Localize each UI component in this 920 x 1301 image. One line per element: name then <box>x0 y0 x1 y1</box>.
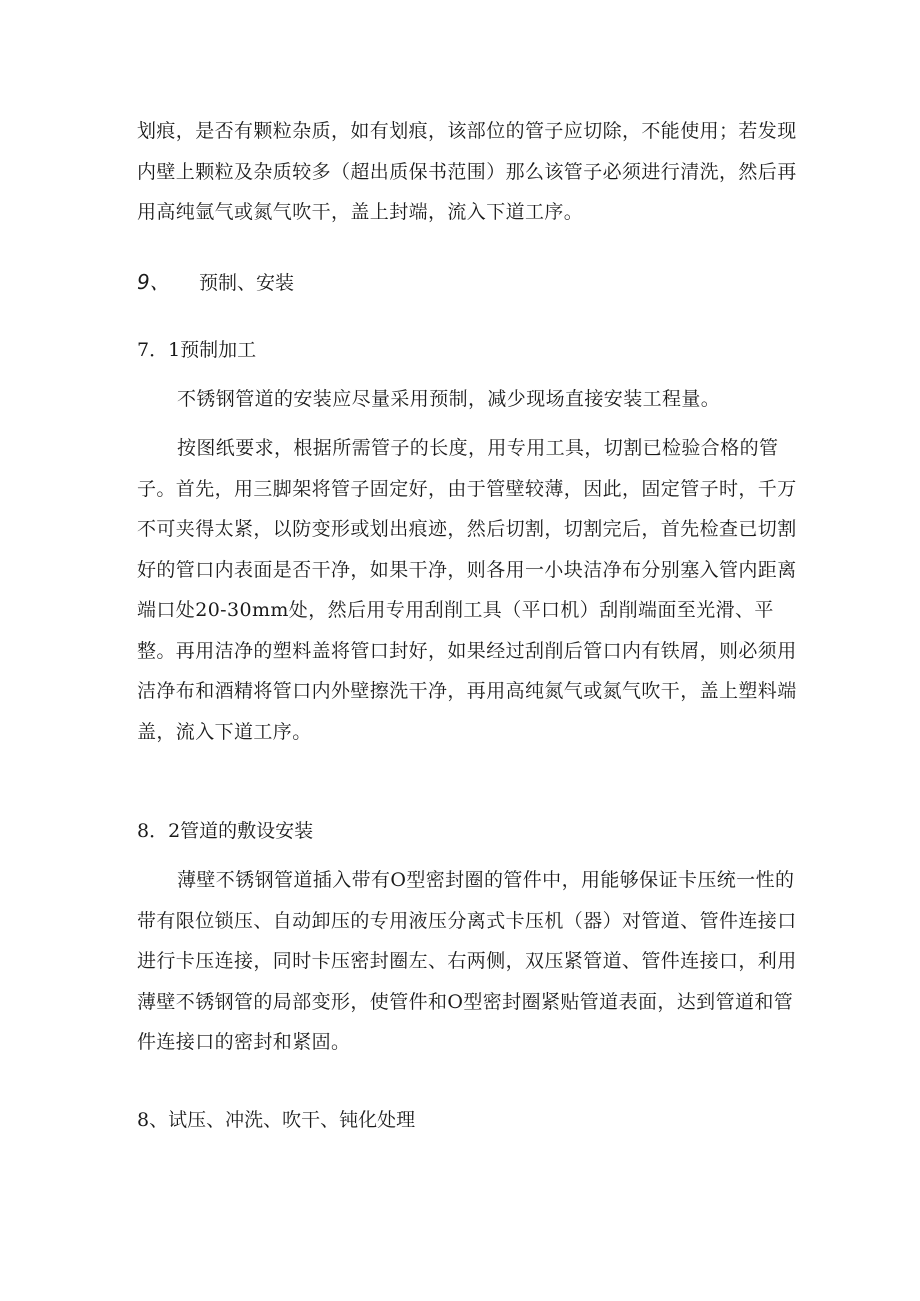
subsection-heading-7-1: 7．1预制加工 <box>137 339 257 361</box>
paragraph-prefab-intro: 不锈钢管道的安装应尽量采用预制，减少现场直接安装工程量。 <box>177 388 721 410</box>
section-number: 9、 <box>137 270 170 294</box>
paragraph-inspection: 划痕，是否有颗粒杂质，如有划痕，该部位的管子应切除，不能使用；若发现内壁上颗粒及杂质较多（超出质保书范围）那么该管子必须进行清洗，然后再用高纯氩气或氮气吹干，盖上封端，流入下道工序。 <box>137 120 797 223</box>
section-title: 预制、安装 <box>199 272 295 294</box>
subsection-heading-8-2: 8．2管道的敷设安装 <box>137 820 314 842</box>
paragraph-laying-install: 薄壁不锈钢管道插入带有O型密封圈的管件中，用能够保证卡压统一性的带有限位锁压、自动卸压的专用液压分离式卡压机（器）对管道、管件连接口进行卡压连接，同时卡压密封圈左、右两侧，双压紧管道、管件连接口，利用薄壁不锈钢管的局部变形，使管件和O型密封圈紧贴管道表面，达到管道和管件连接口的密封和紧固。 <box>137 869 797 1053</box>
section-heading-8: 8、试压、冲洗、吹干、钝化处理 <box>137 1109 416 1131</box>
paragraph-prefab-process: 按图纸要求，根据所需管子的长度，用专用工具，切割已检验合格的管子。首先，用三脚架将管子固定好，由于管壁较薄，因此，固定管子时，千万不可夹得太紧，以防变形或划出痕迹，然后切割，切割完后，首先检查已切割好的管口内表面是否干净，如果干净，则各用一小块洁净布分别塞入管内距离端口处20-30mm处，然后用专用刮削工具（平口机）刮削端面至光滑、平整。再用洁净的塑料盖将管口封好，如果经过刮削后管口内有铁屑，则必须用洁净布和酒精将管口内外壁擦洗干净，再用高纯氮气或氮气吹干，盖上塑料端盖，流入下道工序。 <box>137 437 797 743</box>
section-heading-9 <box>137 262 294 303</box>
